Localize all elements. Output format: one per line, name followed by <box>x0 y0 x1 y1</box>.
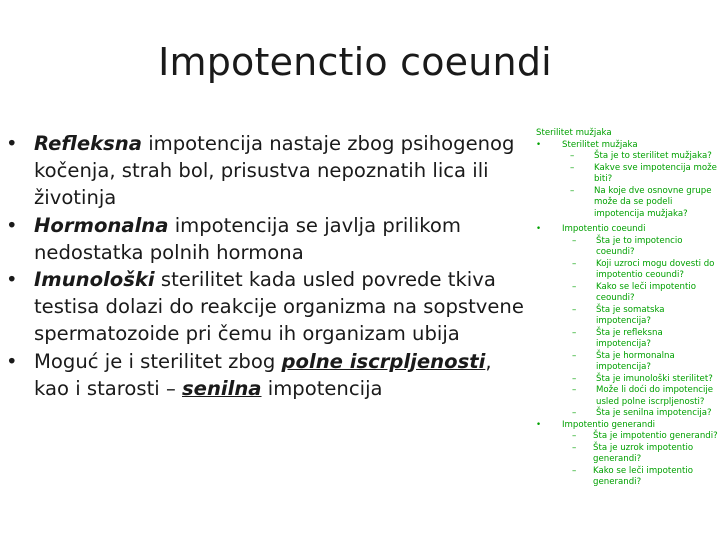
notes-question: – Šta je hormonalna impotencija? <box>572 350 675 372</box>
notes-question: – Kako se leči impotentio generandi? <box>572 465 694 487</box>
bullet-term: Refleksna <box>34 132 142 155</box>
bullet-dot: • <box>536 419 542 430</box>
bullet-dot: • <box>6 349 18 373</box>
notes-question: – Šta je impotentio generandi? <box>572 431 718 441</box>
dash-marker: – <box>572 327 577 338</box>
notes-group <box>532 140 718 221</box>
notes-question: – Šta je to sterilitet mužjaka? <box>570 151 712 161</box>
dash-marker: – <box>572 350 577 361</box>
notes-question: – Šta je refleksna impotencija? <box>572 327 663 349</box>
notes-group-title: • Impotentio generandi <box>536 419 656 430</box>
notes-question: – Šta je senilna impotencija? <box>572 408 712 418</box>
notes-question: – Kakve sve impotencija može biti? <box>570 162 717 184</box>
slide-title: Impotenctio coeundi <box>158 40 552 84</box>
bullet-text: Moguć je i sterilitet zbog <box>34 349 282 373</box>
emphasis-polne-iscrpljenosti: polne iscrpljenosti <box>281 349 486 373</box>
notes-question: – Šta je somatska impotencija? <box>572 304 665 326</box>
bullet-term: Hormonalna <box>34 213 169 237</box>
bullet-dot: • <box>6 268 18 292</box>
main-bullet-list <box>6 130 526 402</box>
bullet-dot: • <box>6 213 18 237</box>
notes-question: – Šta je imunološki sterilitet? <box>572 373 713 384</box>
bullet-text: impotencija nastaje zbog psihogenog kočenja, strah bol, prisustva nepoznatih lica ili životinja <box>34 132 515 210</box>
notes-question: – Na koje dve osnovne grupe može da se podeli impotencija mužjaka? <box>570 185 712 219</box>
notes-question: – Kako se leči impotentio ceoundi? <box>572 281 697 303</box>
notes-question: – Koji uzroci mogu dovesti do impotentio ceoundi? <box>572 258 715 280</box>
bullet-dot: • <box>536 224 542 234</box>
bullet-item <box>6 130 526 212</box>
dash-marker: – <box>572 385 577 395</box>
dash-marker: – <box>572 408 577 418</box>
bullet-text: , kao i starosti – <box>34 349 492 400</box>
notes-heading: Sterilitet mužjaka <box>536 128 612 138</box>
dash-marker: – <box>572 373 577 384</box>
dash-marker: – <box>572 304 577 315</box>
notes-group <box>532 420 718 489</box>
bullet-text: impotencija se javlja prilikom nedostatka polnih hormona <box>34 213 461 264</box>
dash-marker: – <box>572 281 577 292</box>
dash-marker: – <box>572 442 577 453</box>
bullet-dot: • <box>536 139 542 150</box>
dash-marker: – <box>572 465 577 476</box>
notes-question: – Šta je uzrok impotentio generandi? <box>572 442 694 464</box>
bullet-item <box>6 266 526 348</box>
dash-marker: – <box>572 431 577 441</box>
bullet-dot: • <box>6 132 18 155</box>
notes-group <box>532 224 718 420</box>
bullet-item <box>6 212 526 266</box>
bullet-term: Imunološki <box>34 268 155 292</box>
notes-group-title: • Sterilitet mužjaka <box>536 139 638 150</box>
dash-marker: – <box>570 151 575 161</box>
emphasis-senilna: senilna <box>182 376 262 400</box>
dash-marker: – <box>572 235 577 246</box>
bullet-text: sterilitet kada usled povrede tkiva testisa dolazi do reakcije organizma na sopstvene spermatozoide pri čemu ih organizam ubija <box>34 268 524 346</box>
bullet-text: impotencija <box>261 376 383 400</box>
dash-marker: – <box>572 258 577 269</box>
notes-panel <box>532 128 718 489</box>
bullet-item <box>6 348 526 402</box>
notes-question: – Može li doći do impotencije usled polne iscrpljenosti? <box>572 385 714 407</box>
notes-question: – Šta je to impotencio coeundi? <box>572 235 683 257</box>
dash-marker: – <box>570 162 575 173</box>
dash-marker: – <box>570 185 575 196</box>
notes-group-title: • Impotentio coeundi <box>536 224 646 234</box>
